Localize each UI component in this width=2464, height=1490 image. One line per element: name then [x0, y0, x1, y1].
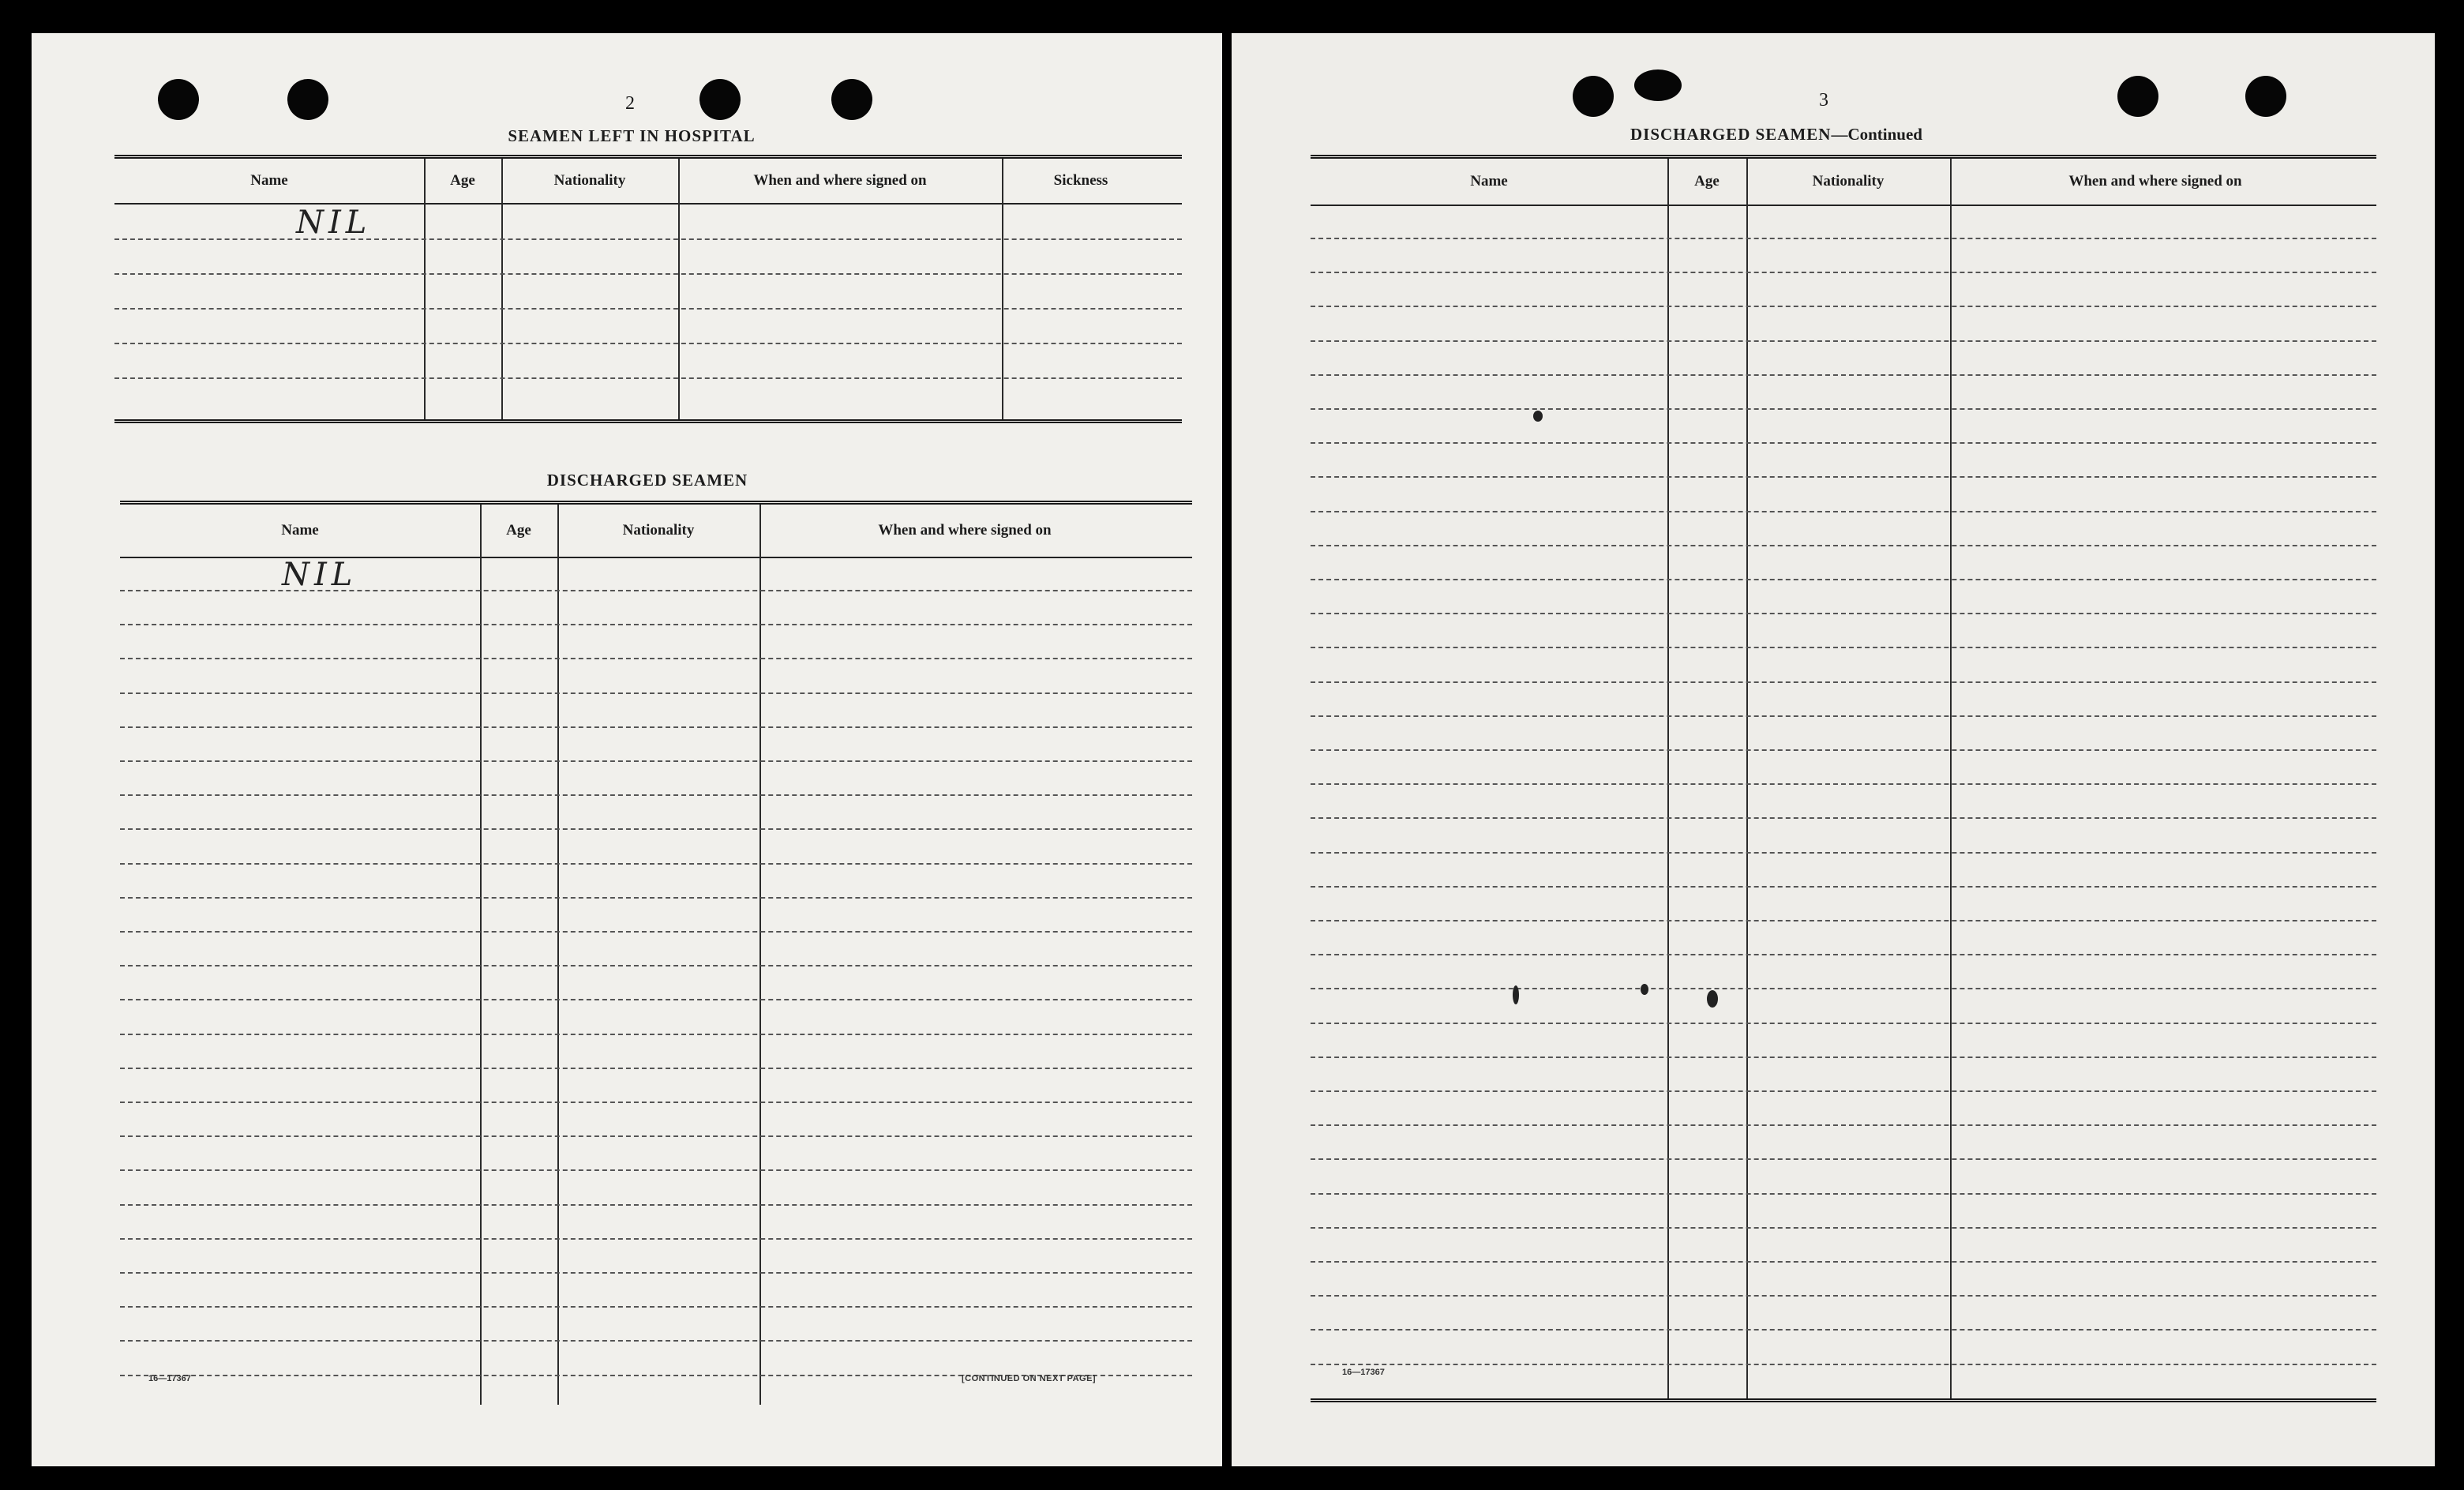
row-line	[120, 999, 1192, 1000]
row-line	[120, 1068, 1192, 1069]
row-line	[1311, 954, 2376, 955]
page-number: 2	[625, 93, 635, 114]
row-line	[120, 658, 1192, 659]
column-divider	[678, 159, 680, 419]
hospital-table	[114, 155, 1182, 423]
row-line	[120, 1340, 1192, 1342]
row-line	[120, 590, 1192, 591]
page-number: 3	[1819, 90, 1828, 111]
column-header-name: Name	[281, 522, 319, 539]
row-line	[1311, 238, 2376, 239]
row-line	[120, 692, 1192, 694]
row-line	[120, 1272, 1192, 1274]
row-line	[120, 1306, 1192, 1308]
row-line	[1311, 715, 2376, 717]
ink-speck	[1641, 984, 1648, 995]
form-number: 16—17367	[1342, 1368, 1385, 1377]
discharged-table	[120, 501, 1192, 1405]
column-header-nationality: Nationality	[1812, 173, 1885, 190]
row-line	[1311, 1261, 2376, 1263]
column-divider	[1002, 159, 1003, 419]
punch-hole	[287, 79, 328, 120]
hospital-table-header	[114, 159, 1182, 205]
row-line	[120, 828, 1192, 830]
form-number: 16—17367	[148, 1374, 191, 1383]
row-line	[1311, 613, 2376, 614]
section-title-text: DISCHARGED SEAMEN	[1630, 125, 1832, 144]
punch-hole	[158, 79, 199, 120]
row-line	[1311, 1295, 2376, 1297]
discharged-section-title: DISCHARGED SEAMEN	[546, 471, 748, 490]
row-line	[1311, 852, 2376, 854]
continued-table-header	[1311, 159, 2376, 206]
row-line	[1311, 783, 2376, 785]
left-page	[32, 33, 1222, 1466]
row-line	[1311, 647, 2376, 648]
column-header-signed-on: When and where signed on	[878, 522, 1052, 539]
handwritten-entry: NIL	[282, 557, 358, 593]
punch-hole	[699, 79, 741, 120]
column-header-sickness: Sickness	[1053, 172, 1108, 189]
punch-hole	[1634, 69, 1682, 101]
row-line	[120, 1135, 1192, 1137]
column-header-nationality: Nationality	[622, 522, 695, 539]
row-line	[1311, 1364, 2376, 1365]
row-line	[1311, 1124, 2376, 1126]
row-line	[114, 308, 1182, 310]
row-line	[1311, 476, 2376, 478]
row-line	[1311, 988, 2376, 989]
column-header-age: Age	[450, 172, 475, 189]
row-line	[1311, 1227, 2376, 1229]
row-line	[120, 1238, 1192, 1240]
column-divider	[1667, 159, 1669, 1398]
discharged-table-header	[120, 505, 1192, 558]
column-divider	[557, 505, 559, 1405]
punch-hole	[2245, 76, 2286, 117]
row-line	[120, 624, 1192, 625]
row-line	[120, 965, 1192, 966]
row-line	[1311, 579, 2376, 580]
handwritten-entry: NIL	[296, 205, 372, 241]
row-line	[1311, 511, 2376, 512]
column-divider	[424, 159, 426, 419]
punch-hole	[2117, 76, 2158, 117]
row-line	[1311, 374, 2376, 376]
punch-hole	[1573, 76, 1614, 117]
row-line	[120, 1034, 1192, 1035]
ink-speck	[1707, 990, 1718, 1008]
column-header-age: Age	[506, 522, 531, 539]
row-line	[1311, 1193, 2376, 1195]
ink-speck	[1533, 411, 1543, 422]
row-line	[1311, 408, 2376, 410]
row-line	[1311, 340, 2376, 342]
row-line	[1311, 681, 2376, 683]
row-line	[1311, 1057, 2376, 1058]
column-header-nationality: Nationality	[553, 172, 626, 189]
discharged-continued-table	[1311, 155, 2376, 1402]
row-line	[120, 1204, 1192, 1206]
row-line	[114, 238, 1182, 240]
row-line	[114, 377, 1182, 379]
row-line	[120, 931, 1192, 933]
row-line	[1311, 886, 2376, 888]
column-divider	[480, 505, 482, 1405]
column-divider	[1746, 159, 1748, 1398]
column-header-name: Name	[1470, 173, 1508, 190]
row-line	[120, 726, 1192, 728]
right-page	[1232, 33, 2435, 1466]
row-line	[120, 760, 1192, 762]
row-line	[1311, 545, 2376, 546]
column-header-name: Name	[250, 172, 288, 189]
column-header-age: Age	[1694, 173, 1720, 190]
column-header-signed-on: When and where signed on	[753, 172, 927, 189]
row-line	[114, 343, 1182, 344]
row-line	[1311, 749, 2376, 751]
row-line	[1311, 817, 2376, 819]
section-title-suffix: —Continued	[1831, 125, 1922, 144]
hospital-section-title: SEAMEN LEFT IN HOSPITAL	[508, 126, 756, 145]
column-divider	[759, 505, 761, 1405]
row-line	[1311, 442, 2376, 444]
row-line	[1311, 1023, 2376, 1024]
row-line	[1311, 272, 2376, 273]
row-line	[120, 897, 1192, 899]
continued-note: [CONTINUED ON NEXT PAGE]	[962, 1374, 1097, 1383]
row-line	[1311, 1329, 2376, 1330]
row-line	[1311, 1090, 2376, 1092]
row-line	[120, 863, 1192, 865]
punch-hole	[831, 79, 872, 120]
column-divider	[501, 159, 503, 419]
column-divider	[1950, 159, 1952, 1398]
row-line	[1311, 1158, 2376, 1160]
ink-speck	[1513, 985, 1519, 1004]
row-line	[120, 794, 1192, 796]
row-line	[120, 1102, 1192, 1103]
row-line	[114, 273, 1182, 275]
discharged-continued-title	[1579, 125, 1974, 144]
column-header-signed-on: When and where signed on	[2068, 173, 2242, 190]
row-line	[1311, 920, 2376, 921]
row-line	[120, 1169, 1192, 1171]
row-line	[1311, 306, 2376, 307]
